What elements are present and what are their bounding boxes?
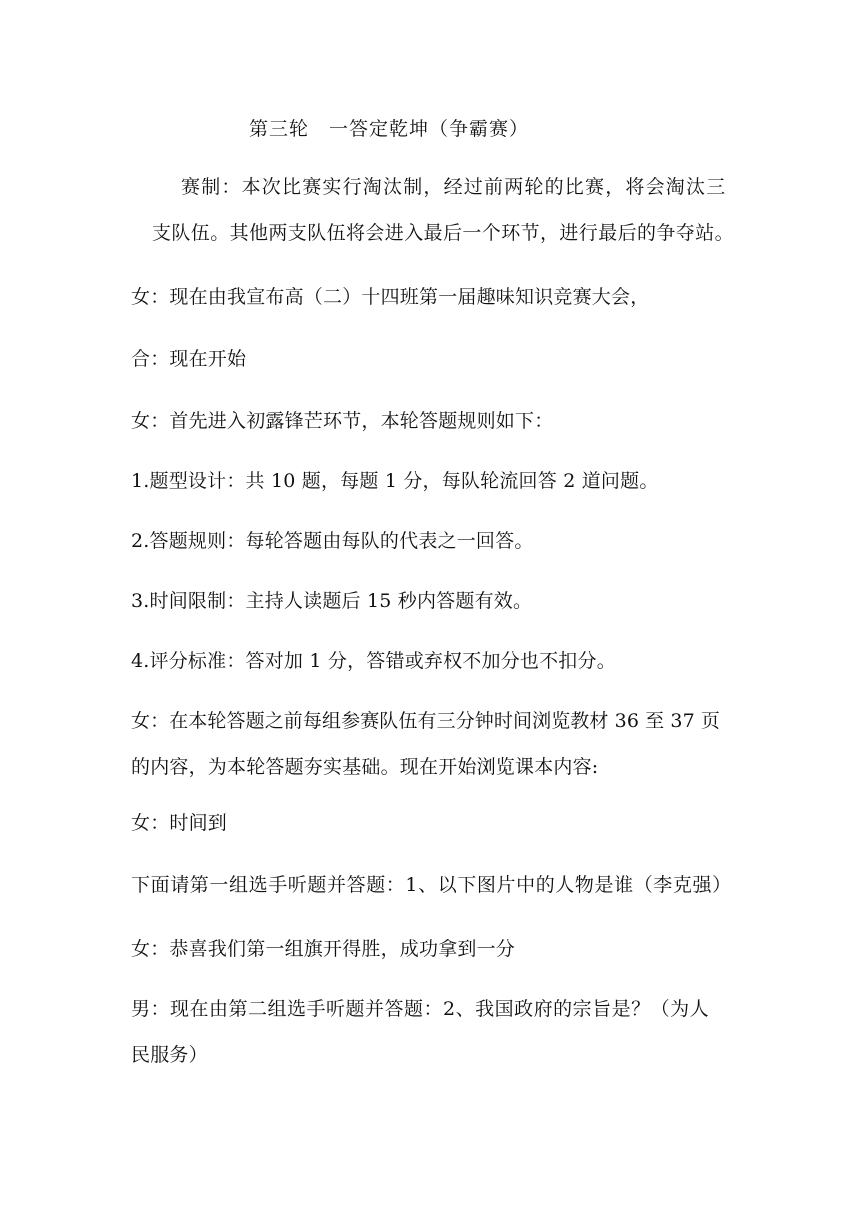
round-intro: 女：首先进入初露锋芒环节，本轮答题规则如下： <box>131 410 554 432</box>
chorus-start: 合：现在开始 <box>131 348 247 370</box>
host-announcement: 女：现在由我宣布高（二）十四班第一届趣味知识竞赛大会， <box>131 286 650 308</box>
time-up-line: 女：时间到 <box>131 812 228 834</box>
browse-instruction-line-1: 女：在本轮答题之前每组参赛队伍有三分钟时间浏览教材 36 至 37 页 <box>131 710 721 732</box>
rule-answering: 2.答题规则：每轮答题由每队的代表之一回答。 <box>131 530 534 552</box>
congratulation-line: 女：恭喜我们第一组旗开得胜，成功拿到一分 <box>131 938 516 960</box>
rule-time-limit: 3.时间限制：主持人读题后 15 秒内答题有效。 <box>131 590 533 612</box>
question-2-line-1: 男：现在由第二组选手听题并答题：2、我国政府的宗旨是？（为人 <box>131 998 710 1020</box>
question-2-line-2: 民服务） <box>131 1044 208 1066</box>
question-1-line: 下面请第一组选手听题并答题：1、以下图片中的人物是谁（李克强） <box>131 874 732 896</box>
rule-question-design: 1.题型设计：共 10 题，每题 1 分，每队轮流回答 2 道问题。 <box>131 470 659 492</box>
browse-instruction-line-2: 的内容，为本轮答题夯实基础。现在开始浏览课本内容: <box>131 756 599 778</box>
round-title: 第三轮 一答定乾坤（争霸赛） <box>249 118 530 140</box>
rule-scoring: 4.评分标准：答对加 1 分，答错或弃权不加分也不扣分。 <box>131 650 616 672</box>
competition-rules-line-1: 赛制：本次比赛实行淘汰制，经过前两轮的比赛，将会淘汰三 <box>181 176 727 198</box>
competition-rules-line-2: 支队伍。其他两支队伍将会进入最后一个环节，进行最后的争夺站。 <box>152 222 735 244</box>
